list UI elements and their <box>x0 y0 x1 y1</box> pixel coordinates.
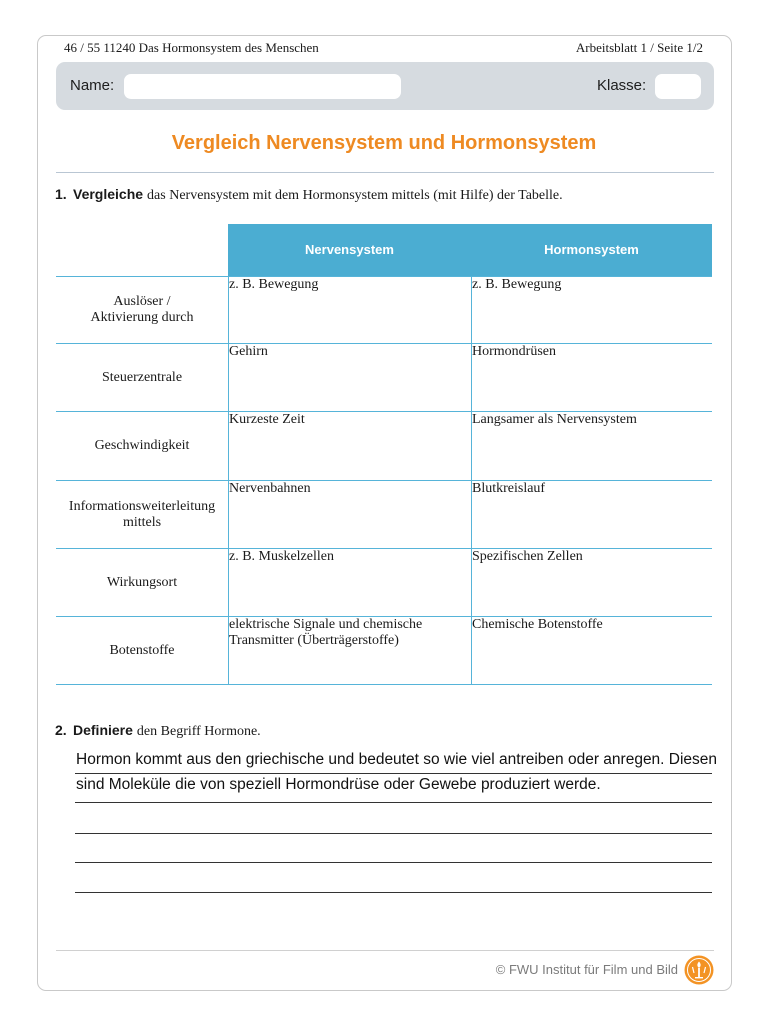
class-input[interactable] <box>655 74 701 99</box>
answer-line[interactable] <box>75 775 712 803</box>
table-row-label-cell <box>56 344 228 411</box>
class-label: Klasse: <box>597 77 647 94</box>
table-row-divider <box>56 684 712 685</box>
cell-hormonsystem[interactable]: Langsamer als Nervensystem <box>472 412 637 427</box>
row-label: Geschwindigkeit <box>94 438 190 453</box>
task-keyword: Vergleiche <box>73 186 144 202</box>
answer-line[interactable] <box>75 835 712 863</box>
worksheet-code: 46 / 55 11240 Das Hormonsystem des Menschen <box>64 40 319 55</box>
answer-line[interactable] <box>75 806 712 834</box>
cell-hormonsystem[interactable]: Hormondrüsen <box>472 344 556 359</box>
task-number: 2. <box>55 722 67 738</box>
cell-nervensystem[interactable]: elektrische Signale und chemische Transmitter (Überträgerstoffe) <box>229 617 423 648</box>
cell-hormonsystem[interactable]: Chemische Botenstoffe <box>472 617 603 632</box>
title-divider <box>56 172 714 173</box>
table-row-label-cell <box>56 412 228 480</box>
table-row-label-cell <box>56 277 228 343</box>
row-label: Informationsweiterleitung mittels <box>68 498 216 530</box>
answer-line[interactable] <box>75 865 712 893</box>
row-label: Wirkungsort <box>106 574 178 590</box>
task-number: 1. <box>55 186 67 202</box>
cell-nervensystem[interactable]: Nervenbahnen <box>229 481 311 496</box>
cell-hormonsystem[interactable]: Blutkreislauf <box>472 481 546 496</box>
cell-nervensystem[interactable]: Kurzeste Zeit <box>229 412 305 427</box>
copyright-text: © FWU Institut für Film und Bild <box>495 962 678 977</box>
worksheet-title: Vergleich Nervensystem und Hormonsystem <box>171 132 597 154</box>
column-header-nervensystem: Nervensystem <box>305 242 394 257</box>
table-row-label-cell <box>56 549 228 616</box>
row-label: Steuerzentrale <box>101 369 183 385</box>
answer-text: Hormon kommt aus den griechische und bedeutet so wie viel antreiben oder anregen. Diesen <box>76 751 718 768</box>
table-row-label-cell <box>56 617 228 684</box>
cell-nervensystem[interactable]: z. B. Bewegung <box>229 277 319 292</box>
row-label: Auslöser / Aktivierung durch <box>90 294 194 325</box>
footer-divider <box>56 950 714 951</box>
cell-nervensystem[interactable]: Gehirn <box>229 344 268 359</box>
answer-text: sind Moleküle die von speziell Hormondrüse oder Gewebe produziert werde. <box>76 776 601 793</box>
task-instruction: das Nervensystem mit dem Hormonsystem mittels (mit Hilfe) der Tabelle. <box>147 188 563 203</box>
name-label: Name: <box>70 77 115 94</box>
task-instruction: den Begriff Hormone. <box>136 724 261 739</box>
sheet-page-info: Arbeitsblatt 1 / Seite 1/2 <box>575 40 703 55</box>
task-keyword: Definiere <box>73 722 133 738</box>
table-row-label-cell <box>56 481 228 548</box>
task-1 <box>55 185 563 205</box>
row-label: Botenstoffe <box>109 642 175 658</box>
cell-hormonsystem[interactable]: Spezifischen Zellen <box>472 549 583 564</box>
fwu-logo <box>684 955 714 985</box>
name-input[interactable] <box>124 74 401 99</box>
task-2 <box>55 721 261 741</box>
answer-line[interactable] <box>75 746 718 774</box>
cell-nervensystem[interactable]: z. B. Muskelzellen <box>229 549 334 564</box>
cell-hormonsystem[interactable]: z. B. Bewegung <box>472 277 562 292</box>
column-header-hormonsystem: Hormonsystem <box>544 242 639 257</box>
